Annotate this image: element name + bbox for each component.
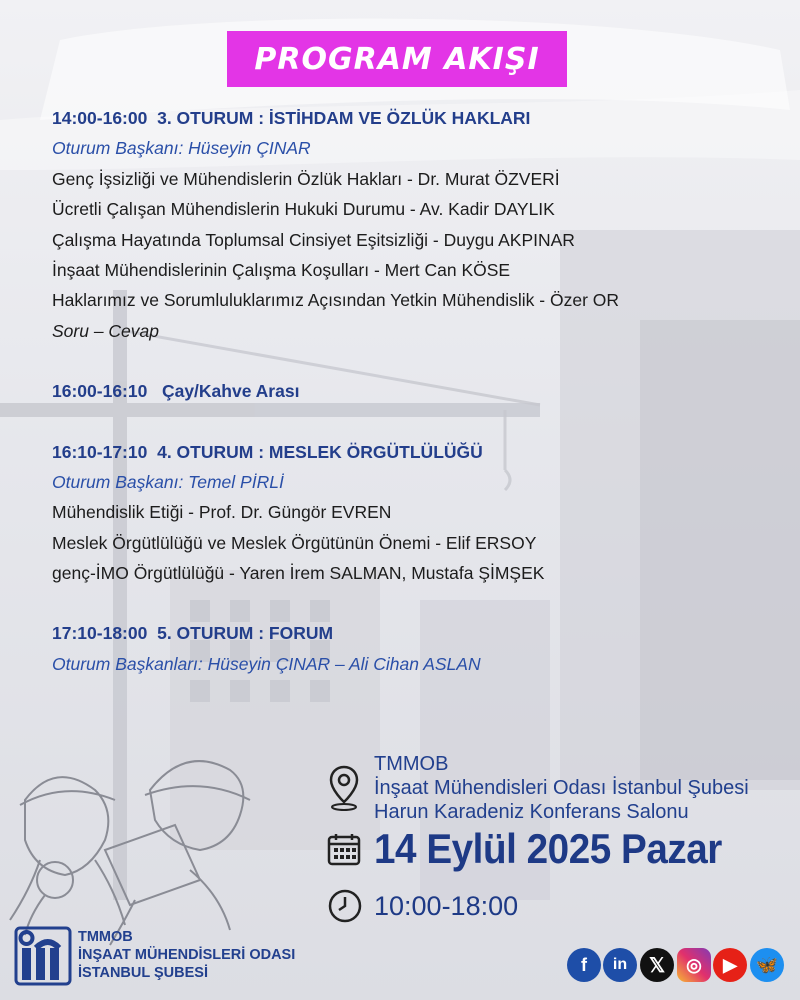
bluesky-icon[interactable]: 🦋 — [750, 948, 784, 982]
session-3-talk-1: Genç İşsizliği ve Mühendislerin Özlük Hakları - Dr. Murat ÖZVERİ — [52, 168, 560, 189]
event-date: 14 Eylül 2025 Pazar — [374, 825, 722, 872]
venue-line-2: İnşaat Mühendisleri Odası İstanbul Şubesi — [374, 777, 749, 799]
session-4-title: 4. OTURUM : MESLEK ÖRGÜTLÜLÜĞÜ — [157, 441, 483, 462]
location-pin-icon — [327, 764, 361, 812]
clock-icon — [327, 888, 363, 924]
session-3-talk-5: Haklarımız ve Sorumluluklarımız Açısından Yetkin Mühendislik - Özer OR — [52, 290, 620, 311]
break-title: Çay/Kahve Arası — [161, 381, 300, 402]
break-row — [52, 376, 772, 406]
session-5-chair: Oturum Başkanları: Hüseyin ÇINAR – Ali Cihan ASLAN — [52, 653, 481, 674]
session-4-header — [52, 437, 772, 467]
org-line-3: İSTANBUL ŞUBESİ — [78, 965, 208, 981]
session-3-chair: Oturum Başkanı: Hüseyin ÇINAR — [52, 138, 311, 159]
session-4-talk-2: Meslek Örgütlülüğü ve Meslek Örgütünün Önemi - Elif ERSOY — [52, 532, 537, 553]
calendar-icon — [327, 832, 361, 866]
session-4-talk-1: Mühendislik Etiği - Prof. Dr. Güngör EVREN — [52, 502, 392, 523]
page-title: PROGRAM AKIŞI — [254, 41, 540, 77]
session-3-time: 14:00-16:00 — [52, 108, 148, 128]
instagram-icon[interactable]: ◎ — [677, 948, 711, 982]
organization-name — [78, 928, 295, 982]
session-5-time: 17:10-18:00 — [52, 623, 148, 644]
session-4-talk-3: genç-İMO Örgütlülüğü - Yaren İrem SALMAN, Mustafa ŞİMŞEK — [52, 563, 545, 584]
break-time: 16:00-16:10 — [52, 381, 148, 402]
x-twitter-icon[interactable]: 𝕏 — [640, 948, 674, 982]
session-3-talk-3: Çalışma Hayatında Toplumsal Cinsiyet Eşitsizliği - Duygu AKPINAR — [52, 229, 575, 250]
venue-line-3: Harun Karadeniz Konferans Salonu — [374, 801, 689, 823]
linkedin-icon[interactable]: in — [603, 948, 637, 982]
session-3-header — [52, 103, 772, 133]
session-3-talk-2: Ücretli Çalışan Mühendislerin Hukuki Durumu - Av. Kadir DAYLIK — [52, 199, 555, 220]
facebook-icon[interactable]: f — [567, 948, 601, 982]
session-3-title: 3. OTURUM : İSTİHDAM VE ÖZLÜK HAKLARI — [157, 108, 531, 128]
imo-logo-icon — [14, 926, 72, 986]
session-5-title: 5. OTURUM : FORUM — [157, 623, 334, 644]
org-line-1: TMMOB — [78, 929, 133, 945]
session-3-talk-4: İnşaat Mühendislerinin Çalışma Koşulları - Mert Can KÖSE — [52, 259, 511, 280]
session-3-qa: Soru – Cevap — [52, 320, 160, 341]
session-4-chair: Oturum Başkanı: Temel PİRLİ — [52, 471, 284, 492]
session-5-header — [52, 618, 772, 648]
program-title-banner — [227, 31, 567, 87]
venue-address — [374, 752, 749, 824]
org-line-2: İNŞAAT MÜHENDİSLERİ ODASI — [78, 947, 296, 963]
youtube-icon[interactable]: ▶ — [713, 948, 747, 982]
event-time: 10:00-18:00 — [374, 891, 519, 921]
session-4-time: 16:10-17:10 — [52, 441, 148, 462]
program-schedule — [52, 103, 772, 679]
venue-line-1: TMMOB — [374, 753, 449, 775]
